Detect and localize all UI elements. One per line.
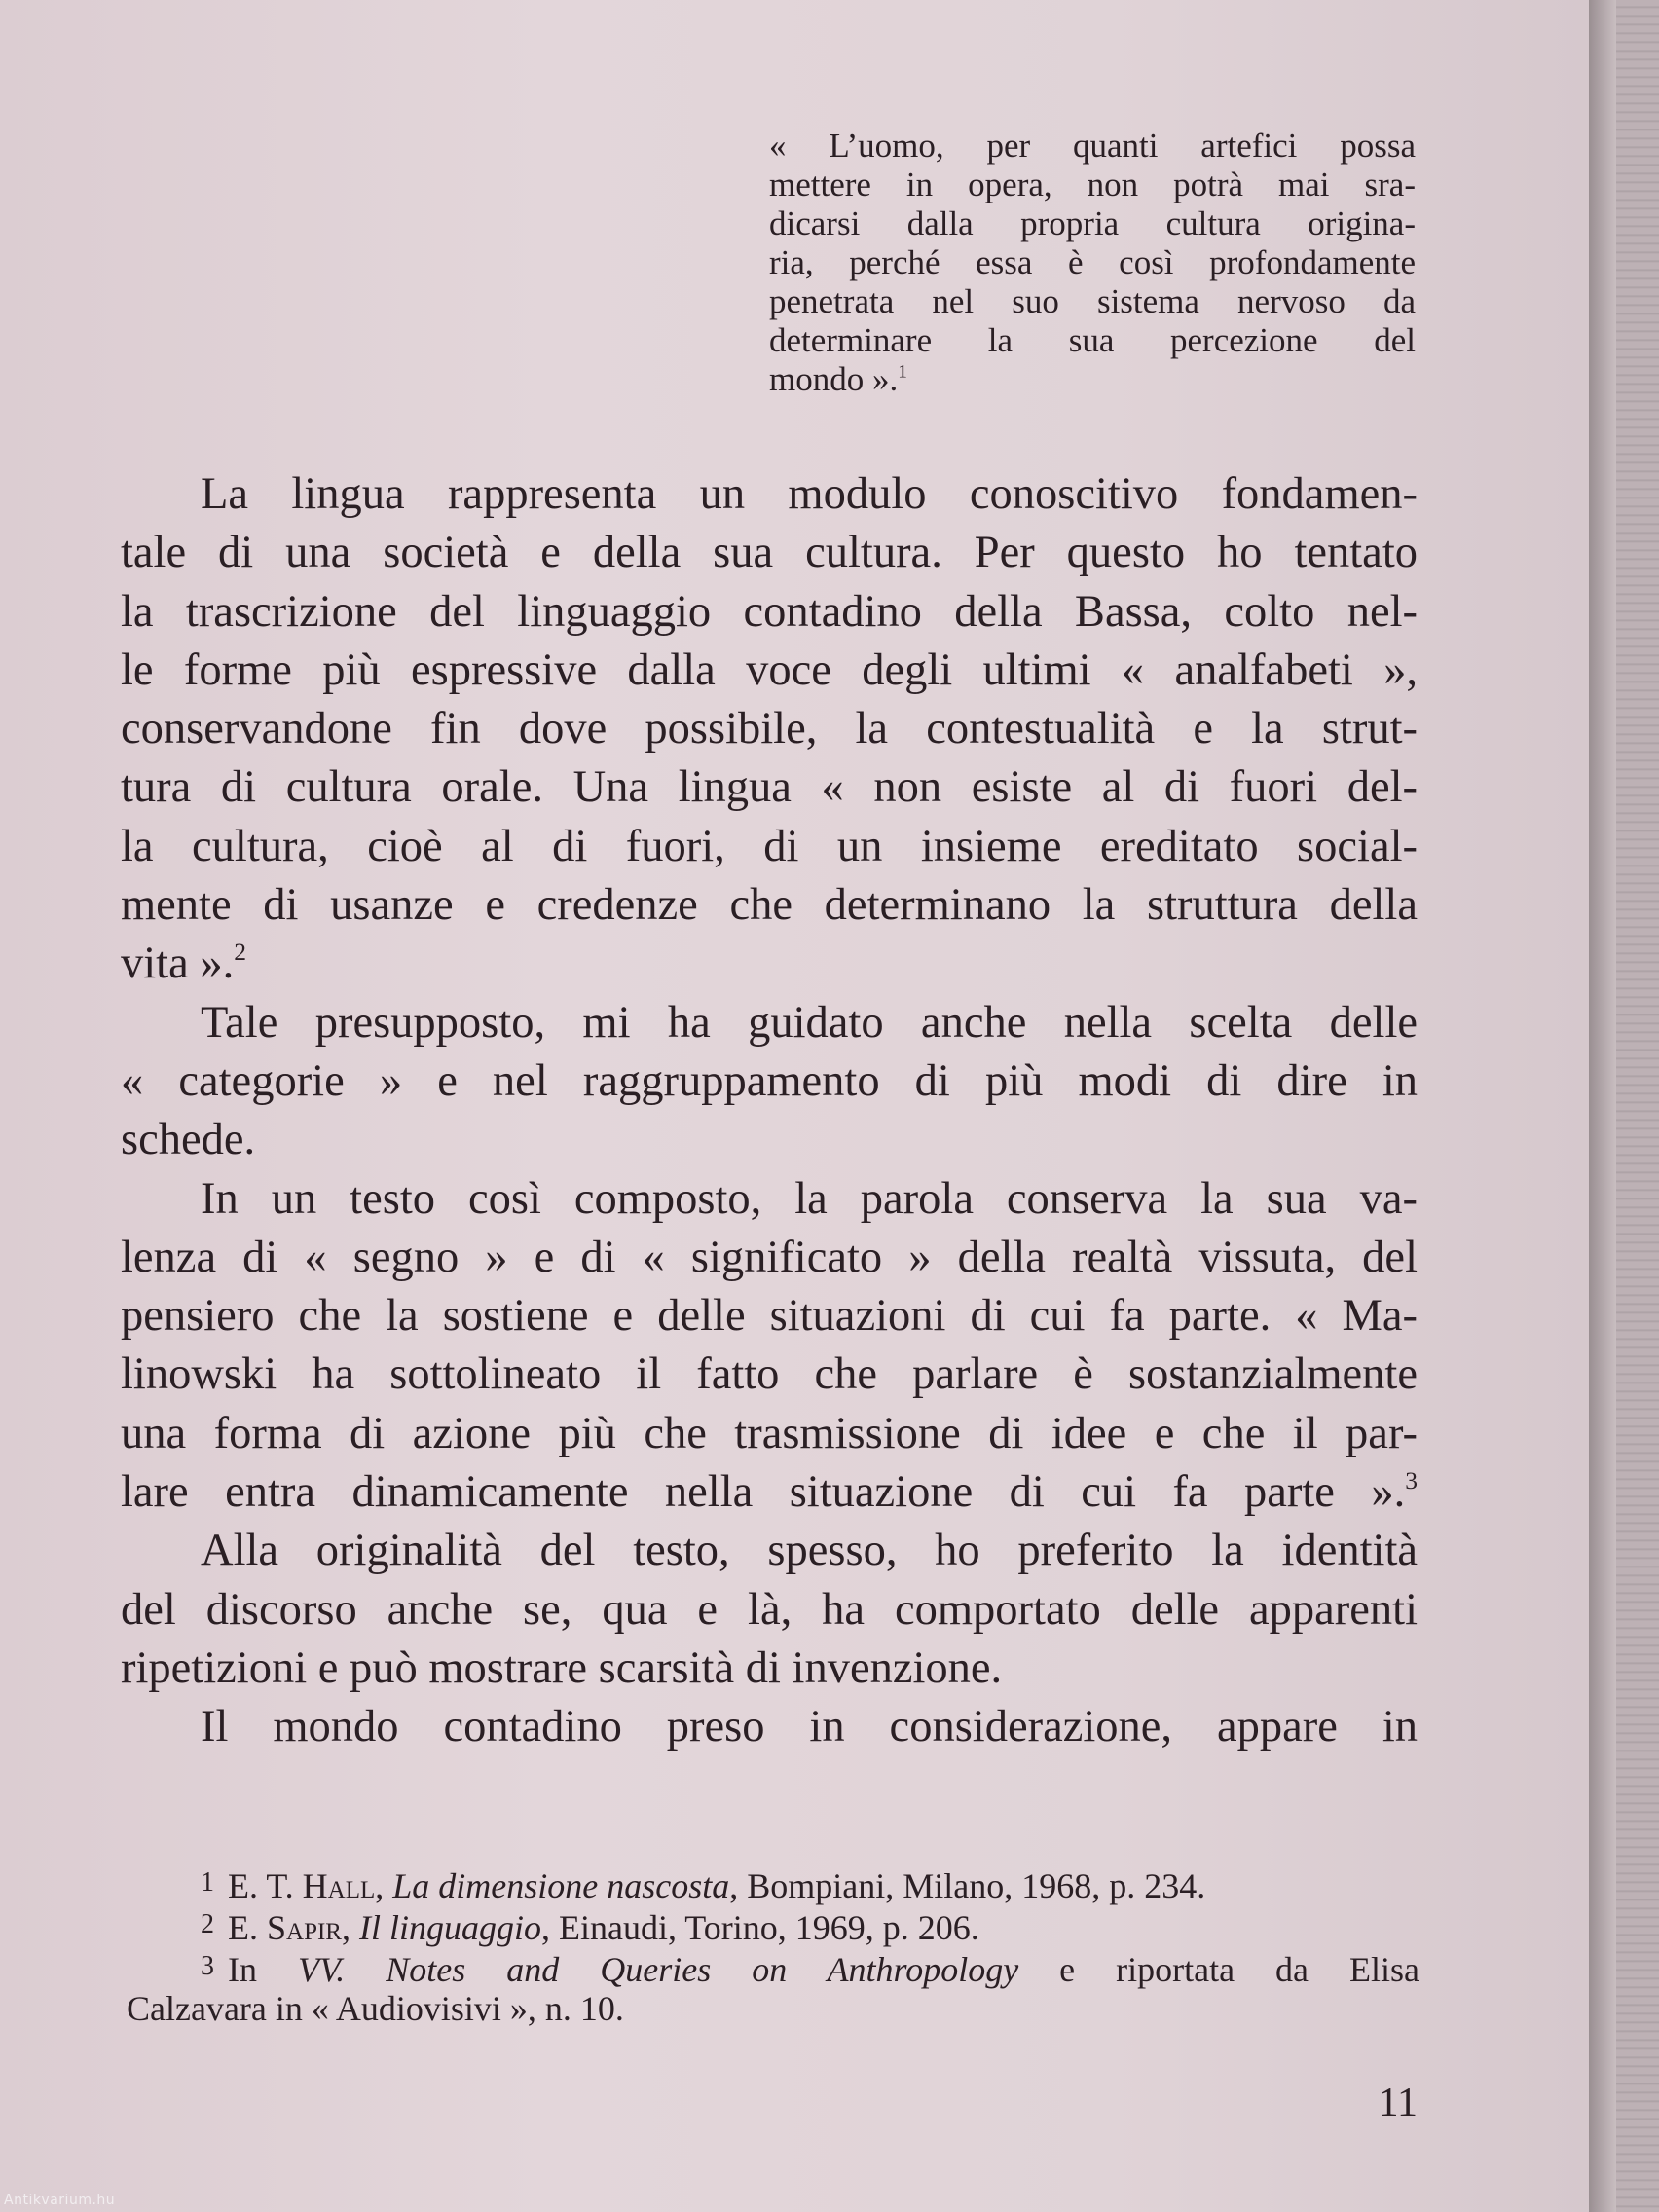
- epigraph-line: ria, perché essa è così profondamente: [769, 243, 1416, 281]
- footnotes: [127, 1863, 1419, 2028]
- footnote-details: , Bompiani, Milano, 1968, p. 234.: [729, 1866, 1206, 1905]
- footnote-ref: 1: [898, 361, 907, 383]
- footnote-separator: ,: [375, 1866, 393, 1905]
- body-line: la cultura, cioè al di fuori, di un insieme ereditato social-: [121, 821, 1418, 871]
- footnote-ref: 2: [234, 938, 247, 967]
- body-line: una forma di azione più che trasmissione di idee e che il par-: [121, 1408, 1418, 1458]
- book-page-edges: [1616, 0, 1659, 2212]
- body-line: ripetizioni e può mostrare scarsità di invenzione.: [121, 1642, 1003, 1693]
- body-line: Alla originalità del testo, spesso, ho preferito la identità: [201, 1526, 1418, 1576]
- footnote-title: La dimensione nascosta: [392, 1866, 730, 1905]
- footnote: [127, 1863, 1419, 1905]
- watermark: Antikvarium.hu: [4, 2193, 116, 2208]
- body-text: vita ».: [121, 939, 235, 989]
- body-line: [121, 935, 1418, 993]
- body-line: La lingua rappresenta un modulo conoscitivo fondamen-: [201, 469, 1418, 519]
- footnote-separator: ,: [341, 1908, 359, 1947]
- body-line: tura di cultura orale. Una lingua « non esiste al di fuori del-: [121, 762, 1418, 813]
- body-line: pensiero che la sostiene e delle situazioni di cui fa parte. « Ma-: [121, 1291, 1418, 1342]
- body-text: lare entra dinamicamente nella situazione di cui fa parte ».: [121, 1467, 1406, 1518]
- body-line: conservandone fin dove possibile, la contestualità e la strut-: [121, 704, 1418, 755]
- footnote-details: , Einaudi, Torino, 1969, p. 206.: [540, 1908, 979, 1947]
- body-line: [121, 1463, 1418, 1522]
- page-number: 11: [1378, 2081, 1418, 2125]
- epigraph-line: mettere in opera, non potrà mai sra-: [769, 166, 1416, 203]
- footnote-author: E. Sapir: [228, 1908, 342, 1947]
- body-line: del discorso anche se, qua e là, ha comportato delle apparenti: [121, 1584, 1418, 1635]
- page-gutter-shadow: [1589, 0, 1616, 2212]
- footnote: [127, 1905, 1419, 1947]
- body-line: In un testo così composto, la parola conserva la sua va-: [201, 1173, 1418, 1224]
- epigraph-line: penetrata nel suo sistema nervoso da: [769, 282, 1416, 320]
- footnote-continuation: Calzavara in « Audiovisivi », n. 10.: [127, 1989, 624, 2028]
- body-line: Tale presupposto, mi ha guidato anche nella scelta delle: [201, 997, 1418, 1048]
- body-line: « categorie » e nel raggruppamento di più modi di dire in: [121, 1055, 1418, 1106]
- epigraph-line: dicarsi dalla propria cultura origina-: [769, 204, 1416, 242]
- epigraph-line: [769, 360, 1416, 399]
- footnote-prefix: In: [228, 1950, 298, 1989]
- footnote-author: E. T. Hall: [228, 1866, 376, 1905]
- body-line: Il mondo contadino preso in considerazione, appare in: [201, 1702, 1418, 1752]
- footnote: [127, 1947, 1419, 1989]
- footnote-number: 3: [201, 1951, 214, 1981]
- footnote-number: 1: [201, 1867, 214, 1898]
- epigraph-line: determinare la sua percezione del: [769, 321, 1416, 359]
- footnote-details: e riportata da Elisa: [1018, 1950, 1419, 1989]
- body-line: le forme più espressive dalla voce degli ultimi « analfabeti »,: [121, 645, 1418, 695]
- epigraph-quote: [769, 127, 1416, 399]
- body-line: schede.: [121, 1115, 256, 1165]
- body-line: lenza di « segno » e di « significato » della realtà vissuta, del: [121, 1232, 1418, 1282]
- footnote-title: VV. Notes and Queries on Anthropology: [297, 1950, 1019, 1989]
- body-line: tale di una società e della sua cultura. Per questo ho tentato: [121, 528, 1418, 578]
- epigraph-text: mondo ».: [769, 360, 899, 398]
- footnote-number: 2: [201, 1909, 214, 1939]
- body-line: linowski ha sottolineato il fatto che parlare è sostanzialmente: [121, 1349, 1418, 1400]
- body-line: mente di usanze e credenze che determinano la struttura della: [121, 880, 1418, 931]
- body-paragraphs: [121, 465, 1418, 1757]
- body-line: la trascrizione del linguaggio contadino della Bassa, colto nel-: [121, 586, 1418, 637]
- epigraph-line: « L’uomo, per quanti artefici possa: [769, 127, 1416, 165]
- footnote-ref: 3: [1405, 1466, 1418, 1495]
- footnote-title: Il linguaggio: [358, 1908, 541, 1947]
